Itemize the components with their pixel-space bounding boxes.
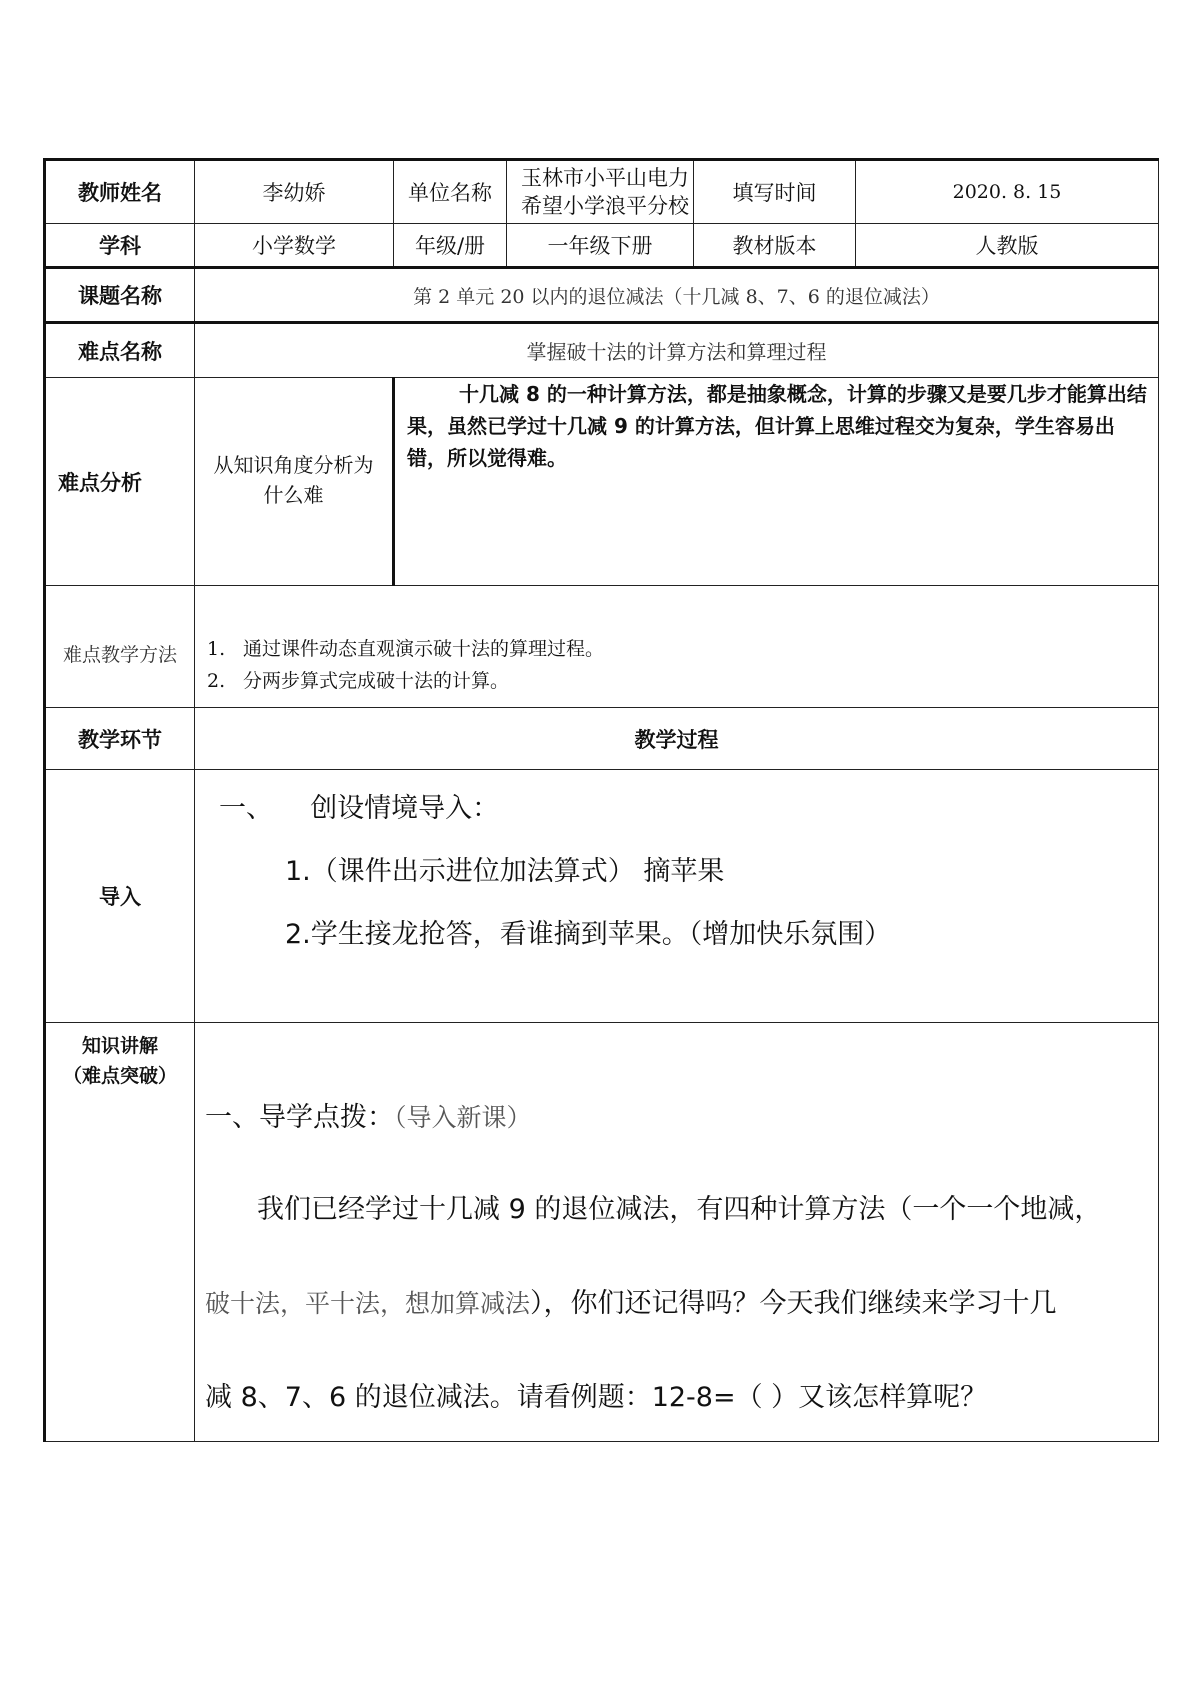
unit-value: [507, 160, 694, 224]
date-label: 填写时间: [694, 160, 856, 224]
knowledge-para-line3: 减 8、7、6 的退位减法。请看例题：12-8=（ ）又该怎样算呢？: [205, 1382, 988, 1413]
method-item-2-num: 2.: [207, 669, 226, 692]
analysis-row: [45, 378, 1159, 586]
analysis-sub-label-line1: 从知识角度分析为: [213, 453, 374, 477]
analysis-sub-label: [195, 378, 394, 586]
method-item-2-text: 分两步算式完成破十法的计算。: [243, 669, 510, 692]
difficulty-label: 难点名称: [45, 323, 195, 378]
analysis-text: [394, 378, 1159, 586]
topic-row: [45, 268, 1159, 323]
grade-value: 一年级下册: [507, 224, 694, 268]
knowledge-content: [195, 1023, 1159, 1442]
method-item-1-text: 通过课件动态直观演示破十法的算理过程。: [243, 637, 605, 660]
unit-value-line2: 希望小学浪平分校: [521, 194, 689, 218]
knowledge-heading: 一、导学点拨：: [205, 1102, 394, 1133]
analysis-text-body: 十几减 8 的一种计算方法，都是抽象概念，计算的步骤又是要几步才能算出结果，虽然已学过十几减 9 的计算方法，但计算上思维过程交为复杂，学生容易出错，所以觉得难。: [407, 382, 1147, 470]
edition-value: 人教版: [856, 224, 1159, 268]
topic-value: 第 2 单元 20 以内的退位减法（十几减 8、7、6 的退位减法）: [195, 268, 1159, 323]
header-row-1: [45, 160, 1159, 224]
header-row-2: [45, 224, 1159, 268]
unit-label: 单位名称: [394, 160, 507, 224]
edition-label: 教材版本: [694, 224, 856, 268]
intro-heading-num: 一、: [219, 793, 273, 824]
process-section-label: 教学环节: [45, 708, 195, 770]
knowledge-para-line2-rest: ），你们还记得吗？今天我们继续来学习十几: [530, 1288, 1057, 1319]
unit-value-line1: 玉林市小平山电力: [521, 166, 689, 190]
grade-label: 年级/册: [394, 224, 507, 268]
process-section-value: 教学过程: [195, 708, 1159, 770]
analysis-label: 难点分析: [45, 378, 195, 586]
method-item-1: [207, 633, 1158, 665]
subject-value: 小学数学: [195, 224, 394, 268]
methods-list: [195, 586, 1159, 708]
method-item-2: [207, 665, 1158, 697]
intro-label: 导入: [45, 770, 195, 1023]
process-header-row: [45, 708, 1159, 770]
knowledge-label-line2: （难点突破）: [62, 1065, 177, 1087]
method-item-1-num: 1.: [207, 637, 226, 660]
knowledge-label: [45, 1023, 195, 1442]
intro-line2: 2.学生接龙抢答，看谁摘到苹果。（增加快乐氛围）: [285, 919, 892, 950]
knowledge-label-line1: 知识讲解: [81, 1035, 158, 1057]
intro-line1: 1.（课件出示进位加法算式） 摘苹果: [285, 856, 725, 887]
teacher-label: 教师姓名: [45, 160, 195, 224]
lesson-plan-table: [43, 158, 1159, 1442]
subject-label: 学科: [45, 224, 195, 268]
analysis-sub-label-line2: 什么难: [263, 483, 324, 507]
intro-heading: 创设情境导入：: [310, 793, 500, 824]
topic-label: 课题名称: [45, 268, 195, 323]
difficulty-row: [45, 323, 1159, 378]
date-value: 2020. 8. 15: [856, 160, 1159, 224]
knowledge-para-line2-methods: 破十法，平十法，想加算减法: [205, 1289, 531, 1318]
knowledge-heading-note: （导入新课）: [394, 1103, 532, 1132]
intro-content: [195, 770, 1159, 1023]
intro-row: [45, 770, 1159, 1023]
methods-row: [45, 586, 1159, 708]
knowledge-para-line1: 我们已经学过十几减 9 的退位减法，有四种计算方法（一个一个地减，: [257, 1194, 1102, 1225]
knowledge-row: [45, 1023, 1159, 1442]
teacher-value: 李幼娇: [195, 160, 394, 224]
methods-label: 难点教学方法: [45, 586, 195, 708]
difficulty-value: 掌握破十法的计算方法和算理过程: [195, 323, 1159, 378]
